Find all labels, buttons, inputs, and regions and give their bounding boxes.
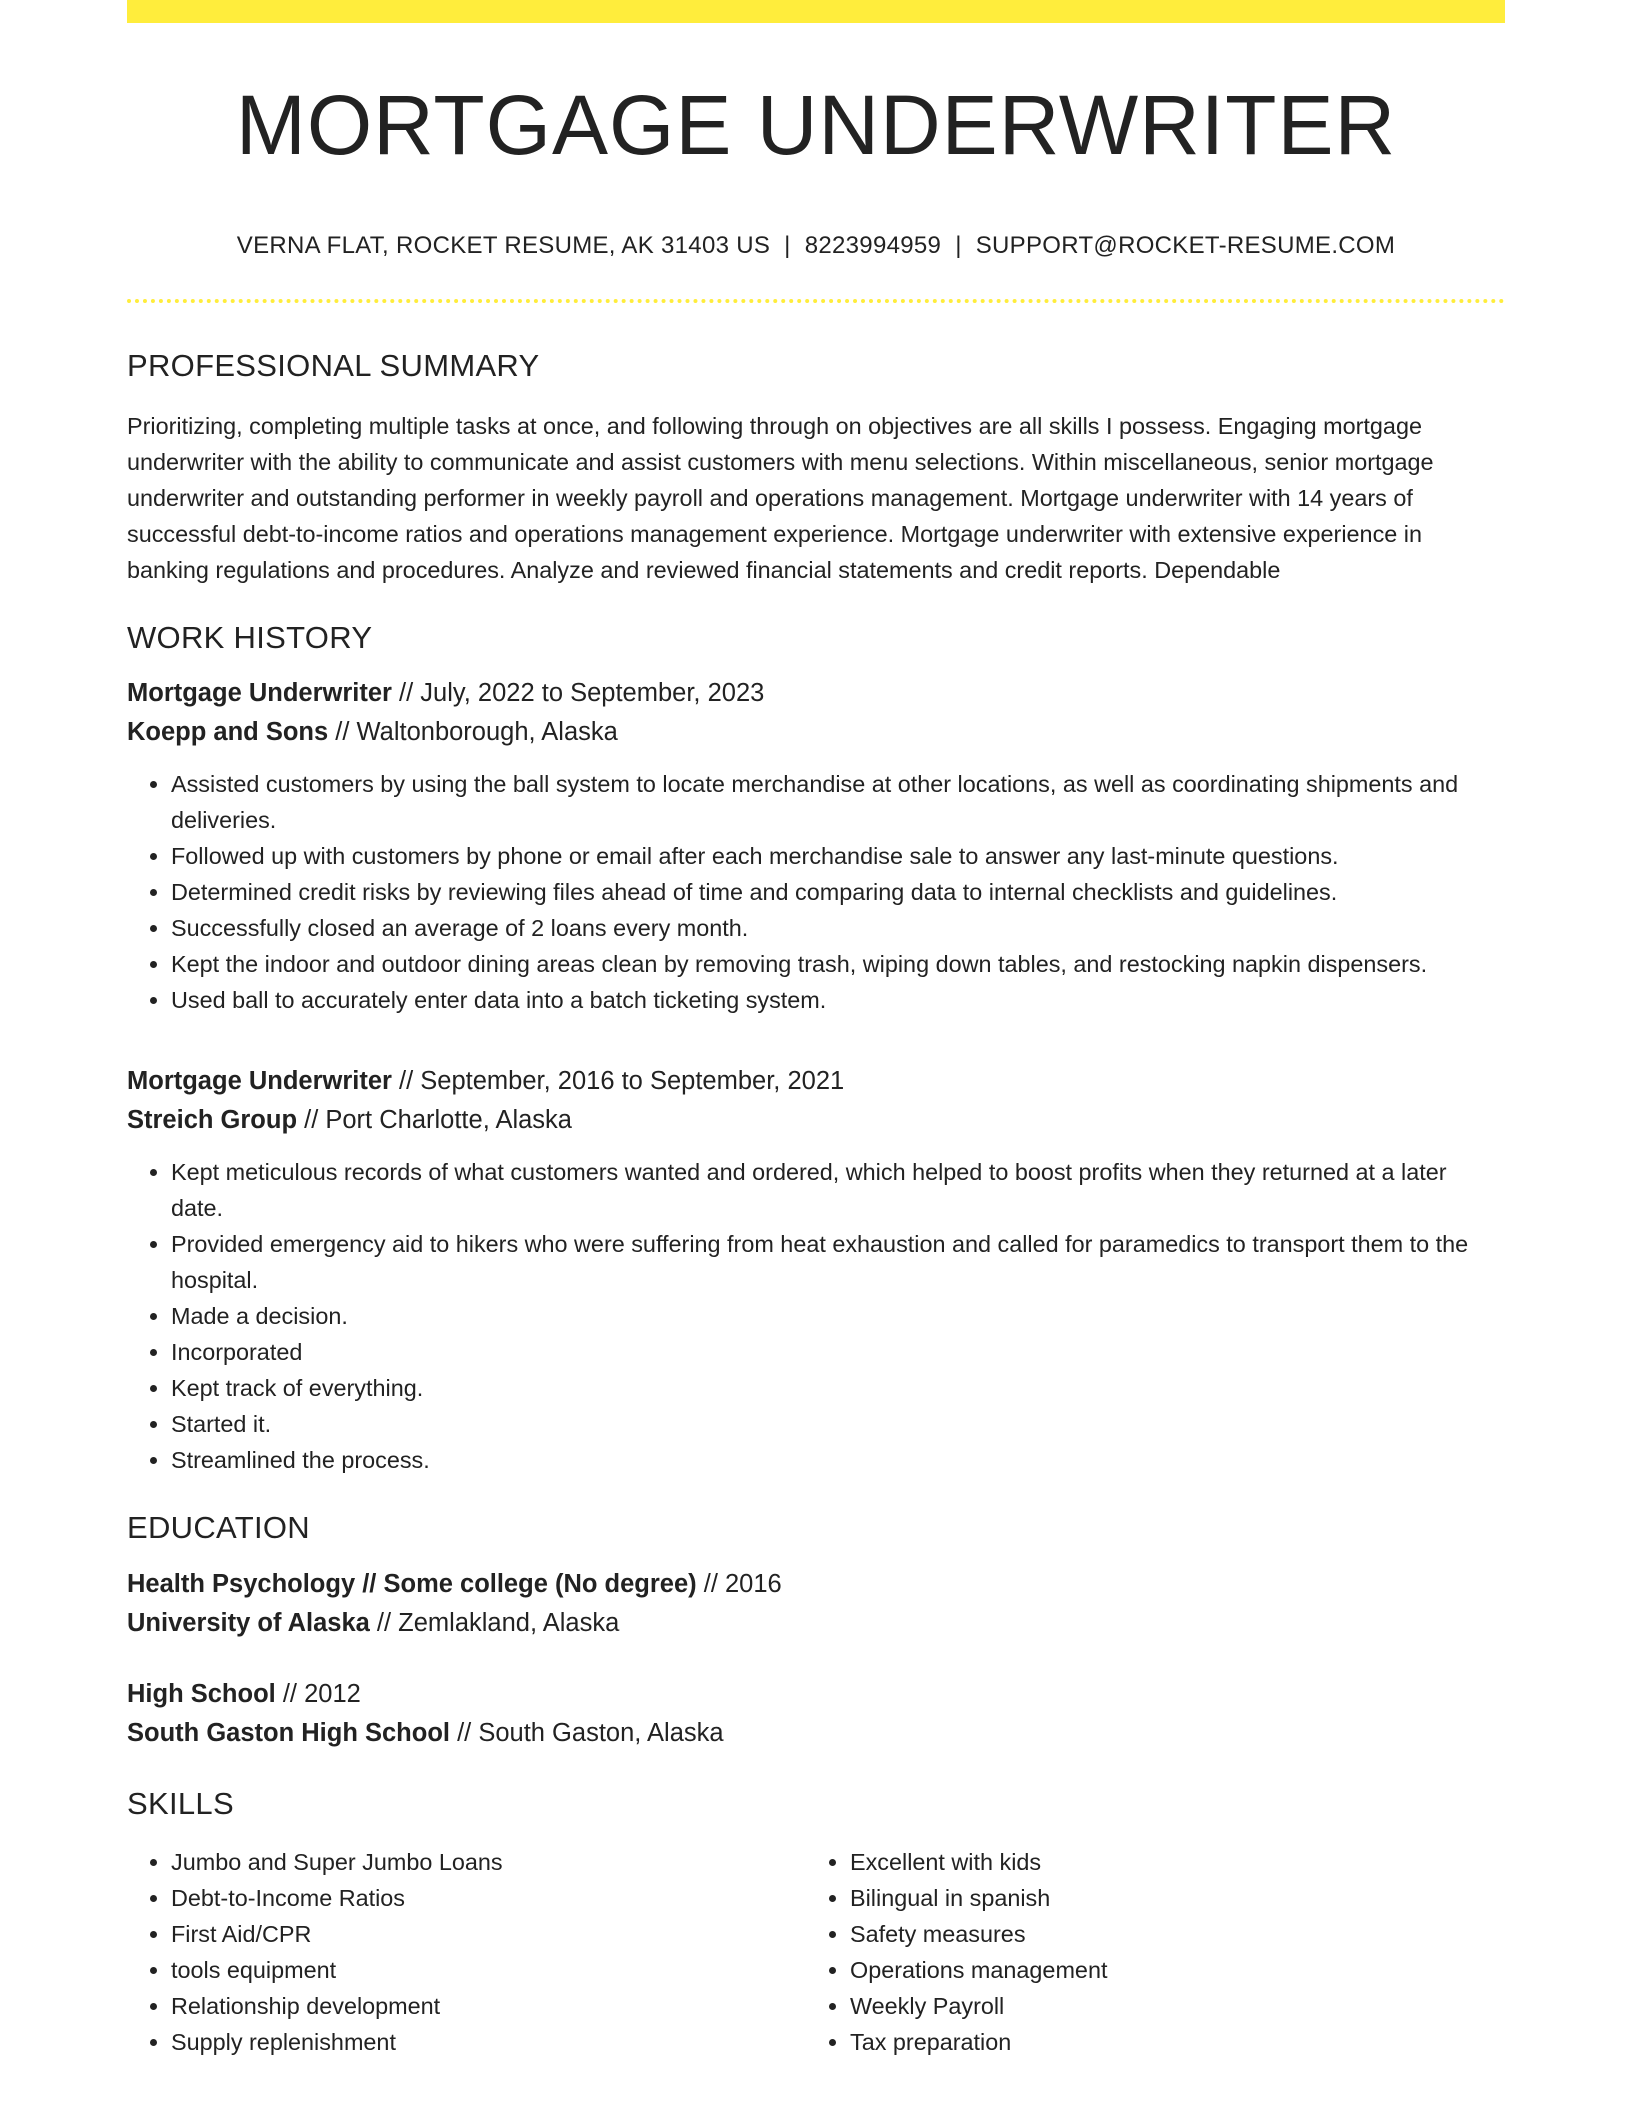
job-company-line [127,713,1505,752]
education-school-line [127,1714,1505,1753]
education-location: // South Gaston, Alaska [449,1719,724,1747]
skill-item: • Debt-to-Income Ratios [171,1880,806,1916]
education-degree-line [127,1675,1505,1714]
job-company: Koepp and Sons [127,718,329,746]
skill-item: • tools equipment [171,1952,806,1988]
section-title-education: EDUCATION [127,1510,310,1545]
education-school: South Gaston High School [127,1719,450,1747]
candidate-title: MORTGAGE UNDERWRITER [235,78,1397,172]
job-role: Mortgage Underwriter [127,679,392,707]
contact-separator: | [955,232,962,259]
contact-email: SUPPORT@ROCKET-RESUME.COM [975,232,1396,259]
job-bullet: • Successfully closed an average of 2 loans every month. [171,910,1505,946]
skill-item: • Relationship development [171,1988,806,2024]
skills-list [127,1844,1505,2060]
job-bullet: • Made a decision. [171,1298,1505,1334]
job-bullet: • Followed up with customers by phone or email after each merchandise sale to answer any last-minute questions. [171,838,1505,874]
job-dates: // July, 2022 to September, 2023 [391,679,765,707]
education-entry [127,1675,1505,1753]
job-company-line [127,1101,1505,1140]
job-role-line [127,674,1505,713]
education-location: // Zemlakland, Alaska [369,1609,620,1637]
section-title-summary: PROFESSIONAL SUMMARY [127,348,540,383]
job-entry [127,1062,1505,1478]
job-bullet: • Incorporated [171,1334,1505,1370]
skill-item: • Tax preparation [850,2024,1485,2060]
job-bullets [127,766,1505,1018]
skill-item: • First Aid/CPR [171,1916,806,1952]
job-role-line [127,1062,1505,1101]
education-degree: Health Psychology // Some college (No degree) [127,1570,697,1598]
job-bullet: • Used ball to accurately enter data into a batch ticketing system. [171,982,1505,1018]
job-bullet: • Assisted customers by using the ball system to locate merchandise at other locations, as well as coordinating shipments and deliveries. [171,766,1505,838]
job-role: Mortgage Underwriter [127,1067,392,1095]
job-location: // Port Charlotte, Alaska [297,1106,572,1134]
job-entry [127,674,1505,1018]
education-year: // 2016 [696,1570,782,1598]
job-bullet: • Started it. [171,1406,1505,1442]
dotted-divider [127,299,1505,303]
job-bullet: • Kept meticulous records of what customers wanted and ordered, which helped to boost profits when they returned at a later date. [171,1154,1505,1226]
education-entry [127,1565,1505,1643]
education-degree: High School [127,1680,276,1708]
skill-item: • Supply replenishment [171,2024,806,2060]
education-school: University of Alaska [127,1609,370,1637]
job-location: // Waltonborough, Alaska [328,718,618,746]
skill-item: • Weekly Payroll [850,1988,1485,2024]
contact-phone: 8223994959 [804,232,942,259]
skill-item: • Excellent with kids [850,1844,1485,1880]
job-bullets [127,1154,1505,1478]
job-bullet: • Kept the indoor and outdoor dining areas clean by removing trash, wiping down tables, and restocking napkin dispensers. [171,946,1505,982]
skill-item: • Jumbo and Super Jumbo Loans [171,1844,806,1880]
education-year: // 2012 [275,1680,361,1708]
top-accent-bar [127,0,1505,23]
skill-item: • Operations management [850,1952,1485,1988]
section-title-skills: SKILLS [127,1786,234,1821]
contact-separator: | [784,232,791,259]
job-bullet: • Kept track of everything. [171,1370,1505,1406]
job-bullet: • Streamlined the process. [171,1442,1505,1478]
summary-text: Prioritizing, completing multiple tasks at once, and following through on objectives are all skills I possess. Engaging mortgage underwriter with the ability to communicate and assist customers with menu selections. Within miscellaneous, senior mortgage underwriter and outstanding performer in weekly payroll and operations management. Mortgage underwriter with 14 years of successful debt-to-income ratios and operations management experience. Mortgage underwriter with extensive experience in banking regulations and procedures. Analyze and reviewed financial statements and credit reports. Dependable [127,413,1434,583]
job-company: Streich Group [127,1106,298,1134]
job-dates: // September, 2016 to September, 2021 [391,1067,845,1095]
skills-column-right [806,1844,1485,2060]
contact-line [127,232,1505,260]
skill-item: • Bilingual in spanish [850,1880,1485,1916]
skill-item: • Safety measures [850,1916,1485,1952]
education-school-line [127,1604,1505,1643]
job-bullet: • Determined credit risks by reviewing files ahead of time and comparing data to internal checklists and guidelines. [171,874,1505,910]
contact-address: VERNA FLAT, ROCKET RESUME, AK 31403 US [236,232,771,259]
section-title-work-history: WORK HISTORY [127,620,373,655]
skills-column-left [127,1844,806,2060]
education-degree-line [127,1565,1505,1604]
resume-page [127,0,1505,2060]
job-bullet: • Provided emergency aid to hikers who were suffering from heat exhaustion and called for paramedics to transport them to the hospital. [171,1226,1505,1298]
